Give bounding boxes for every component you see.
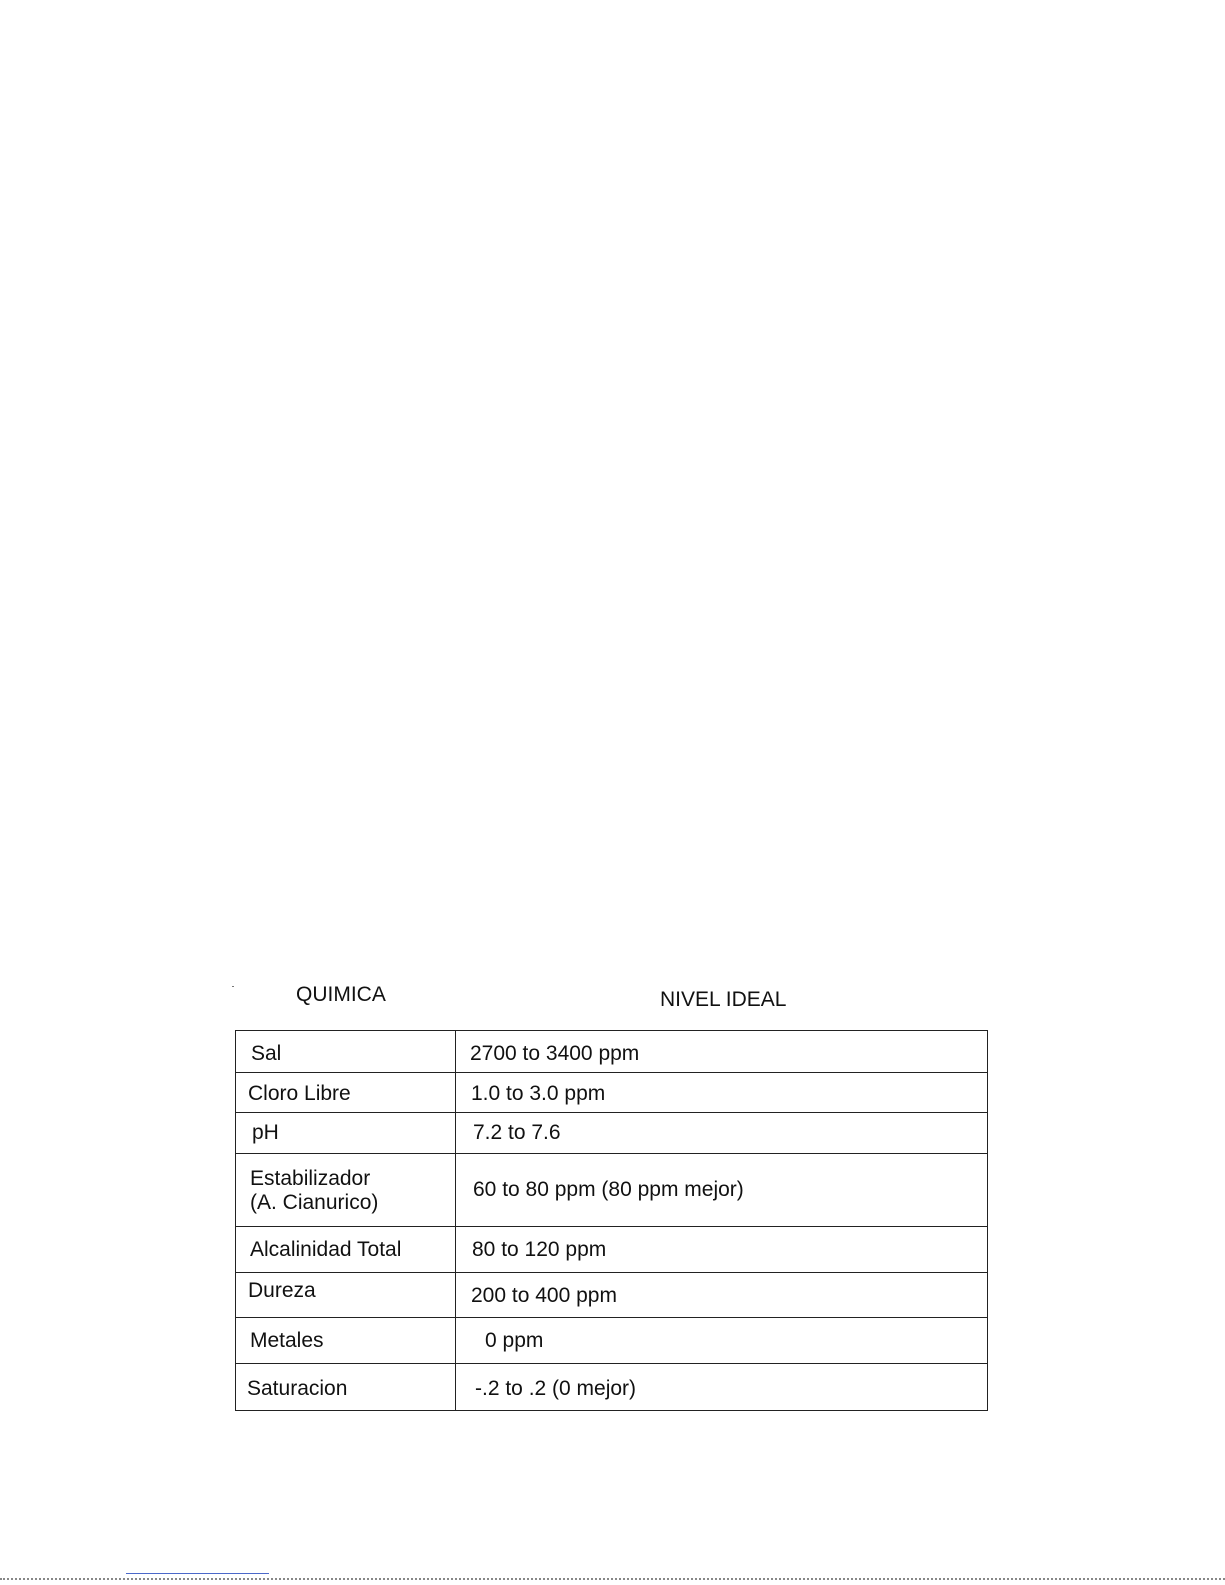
chemical-name-cell: Saturacion	[236, 1364, 456, 1410]
table-row	[236, 1317, 987, 1363]
ideal-level-cell: 0 ppm	[485, 1328, 544, 1352]
chemistry-table	[235, 1030, 988, 1411]
ideal-level-cell: -.2 to .2 (0 mejor)	[475, 1377, 637, 1400]
ideal-level-cell: 60 to 80 ppm (80 ppm mejor)	[473, 1178, 744, 1201]
ideal-level-cell: 200 to 400 ppm	[471, 1284, 617, 1307]
column-header-ideal-level: NIVEL IDEAL	[660, 988, 787, 1011]
chemical-name-cell: Sal	[236, 1031, 456, 1072]
ideal-level-cell: 7.2 to 7.6	[473, 1121, 561, 1144]
footnote-separator	[126, 1573, 269, 1574]
table-row	[236, 1112, 987, 1153]
chemical-name-cell: Estabilizador (A. Cianurico)	[236, 1154, 456, 1226]
table-row	[236, 1031, 987, 1072]
table-row	[236, 1072, 987, 1112]
column-header-chemistry: QUIMICA	[296, 983, 386, 1006]
table-row	[236, 1153, 987, 1226]
ideal-level-cell: 1.0 to 3.0 ppm	[471, 1081, 606, 1105]
page-bottom-dotted-line	[0, 1578, 1225, 1580]
ideal-level-cell: 80 to 120 ppm	[472, 1237, 607, 1261]
chemical-name-cell: Alcalinidad Total	[236, 1227, 456, 1272]
table-row	[236, 1226, 987, 1272]
chemical-name-cell: pH	[236, 1113, 456, 1153]
table-row	[236, 1272, 987, 1317]
chemical-name-cell: Metales	[236, 1318, 456, 1363]
table-row	[236, 1363, 987, 1410]
scan-speck	[232, 986, 234, 987]
ideal-level-cell: 2700 to 3400 ppm	[470, 1041, 640, 1065]
chemical-name-cell: Cloro Libre	[236, 1073, 456, 1112]
chemical-name-cell: Dureza	[236, 1273, 456, 1317]
